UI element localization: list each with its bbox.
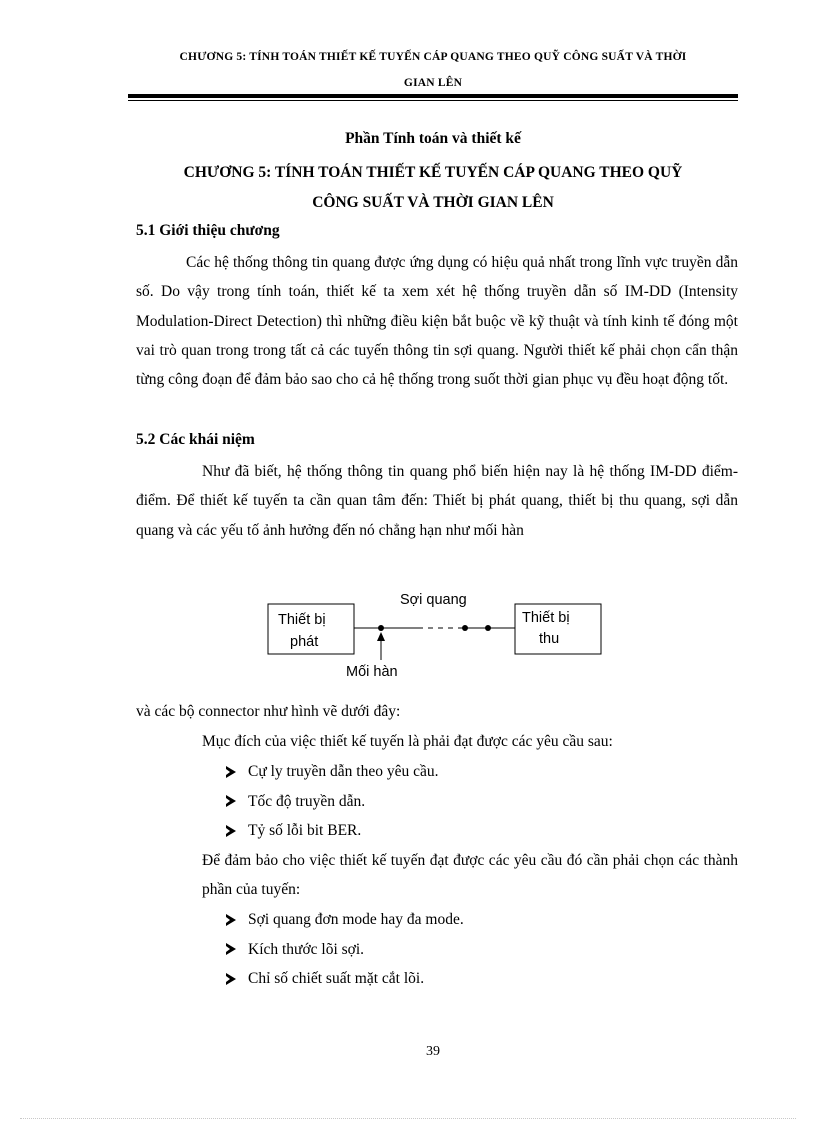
fiber-label: Sợi quang [400,592,467,608]
purpose-intro: Mục đích của việc thiết kế tuyến là phải đạt được các yêu cầu sau: [202,733,613,750]
chapter-title-line-2: CÔNG SUẤT VÀ THỜI GIAN LÊN [312,194,554,211]
chapter-title-line-1: CHƯƠNG 5: TÍNH TOÁN THIẾT KẾ TUYẾN CÁP QUANG THEO QUỸ [183,164,683,181]
requirements-list [226,757,438,846]
arrowhead-bullet-icon [226,943,236,955]
arrowhead-bullet-icon [226,795,236,807]
list-item: Kích thước lõi sợi. [226,935,464,965]
connector-point-1 [462,625,468,631]
section-5-2-heading: 5.2 Các khái niệm [136,431,255,448]
header-rule-thin [128,100,738,101]
transmitter-label-line-1: Thiết bị [278,612,326,628]
list-item: Chỉ số chiết suất mặt cắt lõi. [226,964,464,994]
arrowhead-bullet-icon [226,825,236,837]
section-5-1-heading: 5.1 Giới thiệu chương [136,222,280,239]
fiber-link-diagram [250,580,620,685]
footer-dotted-rule [20,1118,796,1119]
arrowhead-bullet-icon [226,766,236,778]
transmitter-label-line-2: phát [290,634,319,650]
splice-label: Mối hàn [346,664,398,680]
section-5-2-paragraph: Như đã biết, hệ thống thông tin quang phổ biến hiện nay là hệ thống IM-DD điểm-điểm. Để thiết kế tuyến ta cần quan tâm đến: Thiết bị phát quang, thiết bị thu quang, sợi dẫn quang và các yếu tố ảnh hưởng đến nó chẳng hạn như mối hàn [136,463,738,539]
list-item: Tỷ số lỗi bit BER. [226,816,438,846]
running-header-line-1: CHƯƠNG 5: TÍNH TOÁN THIẾT KẾ TUYẾN CÁP QUANG THEO QUỸ CÔNG SUẤT VÀ THỜI [179,51,687,63]
running-header [128,44,738,96]
running-header-line-2: GIAN LÊN [403,77,463,89]
list-item: Sợi quang đơn mode hay đa mode. [226,905,464,935]
components-intro: Để đảm bảo cho việc thiết kế tuyến đạt được các yêu cầu đó cần phải chọn các thành phần của tuyến: [202,852,738,899]
chapter-title [128,158,738,218]
connector-point-2 [485,625,491,631]
splice-arrow-head [377,632,385,641]
list-item: Cự ly truyền dẫn theo yêu cầu. [226,757,438,787]
figure-caption-sentence: và các bộ connector như hình vẽ dưới đây: [136,703,401,720]
page-number: 39 [426,1044,440,1059]
arrowhead-bullet-icon [226,973,236,985]
splice-point [378,625,384,631]
components-list [226,905,464,994]
receiver-label-line-1: Thiết bị [522,610,570,626]
part-title: Phần Tính toán và thiết kế [345,130,521,147]
receiver-label-line-2: thu [539,631,560,647]
header-rule-thick [128,94,738,98]
arrowhead-bullet-icon [226,914,236,926]
section-5-1-paragraph: Các hệ thống thông tin quang được ứng dụng có hiệu quả nhất trong lĩnh vực truyền dẫn số. Do vậy trong tính toán, thiết kế ta xem xét hệ thống truyền dẫn số IM-DD (Intensity Modulation-Direct Detection) thì những điều kiện bắt buộc về kỹ thuật và tính kinh tế đóng một vai trò quan trong trong tất cả các tuyến thông tin sợi quang. Người thiết kế phải chọn cẩn thận từng công đoạn để đảm bảo sao cho cả hệ thống trong suốt thời gian phục vụ đều hoạt động tốt. [136,254,738,389]
list-item: Tốc độ truyền dẫn. [226,787,438,817]
